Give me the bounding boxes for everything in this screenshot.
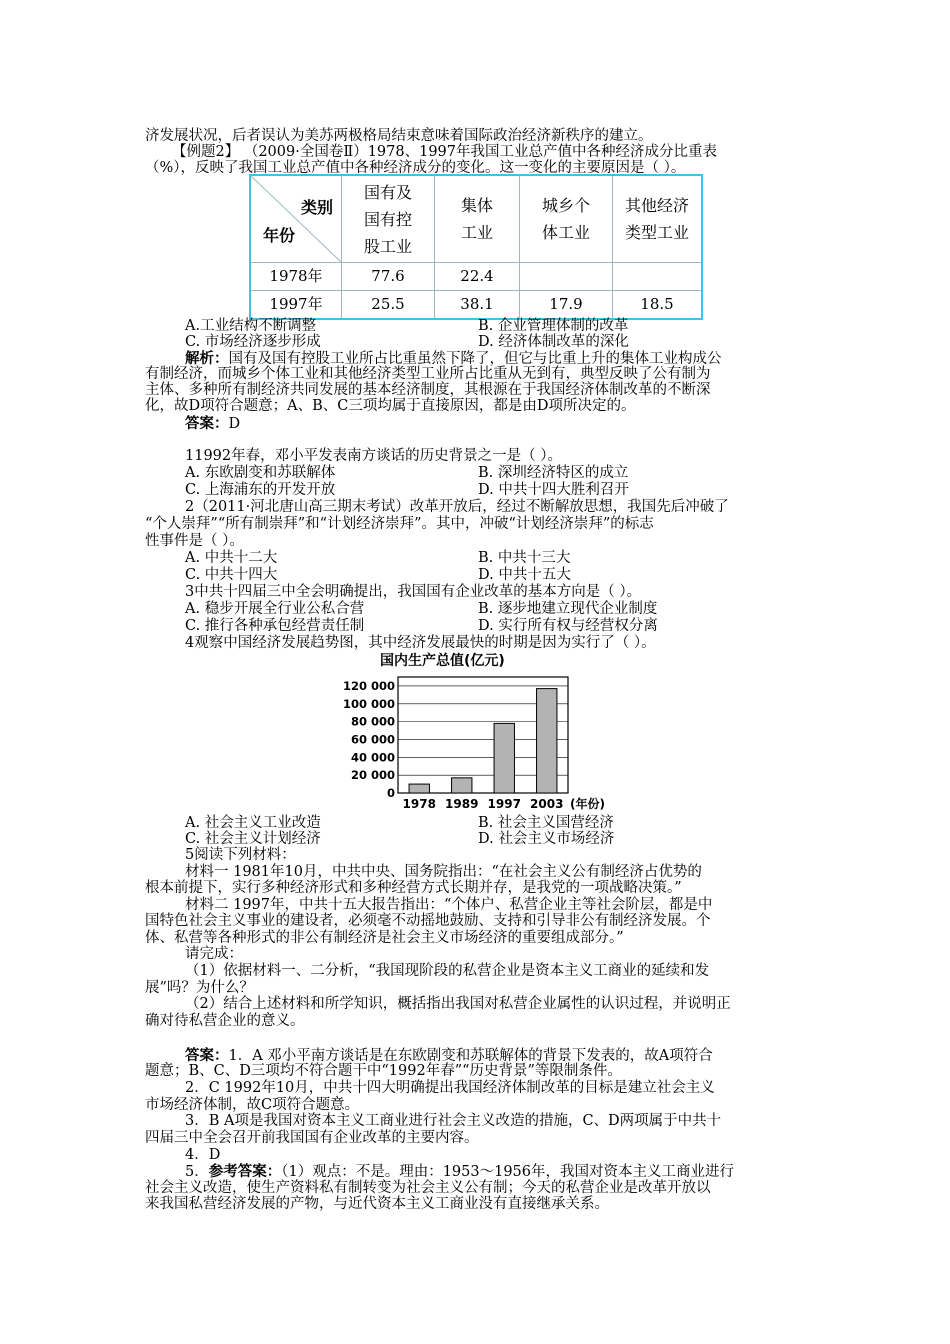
table-diagonal-header: [250, 175, 342, 263]
material-2-cont: 国特色社会主义事业的建设者，必须毫不动摇地鼓励、支持和引导非公有制经济发展。个: [145, 913, 711, 929]
analysis-label: 解析：: [185, 350, 229, 367]
x-axis-label: (年份): [570, 797, 605, 811]
gdp-bar-chart: [342, 651, 638, 817]
table-row: [250, 263, 702, 291]
table-row: [250, 291, 702, 320]
y-tick-label: 120 000: [342, 678, 395, 693]
y-tick-label: 20 000: [350, 768, 395, 783]
answer-5-cont: 社会主义改造，使生产资料私有制转变为社会主义公有制；今天的私营企业是改革开放以: [145, 1180, 711, 1196]
answer-value: D: [228, 416, 241, 432]
text-line: （%），反映了我国工业总产值中各种经济成分的变化。这一变化的主要原因是（ ）。: [145, 160, 686, 176]
answer-5-num: 5．: [185, 1164, 209, 1180]
header-line: 国有及: [363, 182, 412, 202]
answer-text: （1）观点：不是。理由：1953～1956年，我国对资本主义工商业进行: [281, 1164, 735, 1180]
option-b: B. 中共十三大: [478, 550, 571, 566]
table-cell-year: 1978年: [250, 263, 342, 291]
economy-share-table: [249, 174, 703, 320]
table-header: [435, 175, 520, 263]
example-2-title: 【例题2】 （2009·全国卷Ⅱ）1978、1997年我国工业总产值中各种经济成分比重表: [172, 144, 718, 160]
option-d: D. 实行所有权与经营权分离: [478, 618, 658, 634]
question-4: 4观察中国经济发展趋势图，其中经济发展最快的时期是因为实行了（ ）。: [185, 635, 656, 651]
analysis-line: 有制经济，而城乡个体工业和其他经济类型工业所占比重从无到有，典型反映了公有制为: [145, 366, 711, 382]
answer-3-cont: 四届三中全会召开前我国国有企业改革的主要内容。: [145, 1130, 479, 1146]
option-c: C. 社会主义计划经济: [185, 831, 321, 847]
answer-line: [185, 415, 240, 433]
y-tick-label: 100 000: [342, 696, 395, 711]
option-c: C. 市场经济逐步形成: [185, 334, 321, 350]
material-2: 材料二 1997年，中共十五大报告指出：“个体户、私营企业主等社会阶层，都是中: [185, 897, 713, 913]
question-2-cont: “个人崇拜”“所有制崇拜”和“计划经济崇拜”。其中，冲破“计划经济崇拜”的标志: [145, 516, 654, 532]
bar: [494, 723, 514, 793]
option-a: A. 稳步开展全行业公私合营: [185, 601, 365, 617]
sub-question-2-cont: 确对待私营企业的意义。: [145, 1013, 305, 1029]
answer-2-cont: 市场经济体制，故C项符合题意。: [145, 1097, 360, 1113]
answer-5: [185, 1163, 734, 1181]
option-a: A. 东欧剧变和苏联解体: [185, 465, 336, 481]
text-line: 济发展状况，后者误认为美苏两极格局结束意味着国际政治经济新秩序的建立。: [145, 128, 653, 144]
header-line: 其他经济: [624, 196, 689, 215]
header-line: 体工业: [541, 223, 590, 242]
option-d: D. 中共十四大胜利召开: [478, 482, 629, 498]
material-1: 材料一 1981年10月，中共中央、国务院指出：“在社会主义公有制经济占优势的: [185, 864, 702, 880]
y-tick-label: 40 000: [350, 750, 395, 765]
question-3: 3中共十四届三中全会明确提出，我国国有企业改革的基本方向是（ ）。: [185, 584, 642, 600]
ref-answer-label: 参考答案：: [208, 1163, 282, 1180]
answer-2: 2．C 1992年10月，中共十四大明确提出我国经济体制改革的目标是建立社会主义: [185, 1080, 715, 1096]
table-cell: 18.5: [613, 291, 703, 320]
answer-3: 3．B A项是我国对资本主义工商业进行社会主义改造的措施，C、D两项属于中共十: [185, 1113, 722, 1129]
header-line: 集体: [460, 196, 493, 215]
option-a: A. 中共十二大: [185, 550, 278, 566]
instruction: 请完成：: [185, 946, 243, 962]
sub-question-1-cont: 展”吗？为什么？: [145, 980, 254, 996]
analysis-text: 国有及国有控股工业所占比重虽然下降了，但它与比重上升的集体工业构成公: [228, 351, 722, 367]
option-b: B. 逐步地建立现代企业制度: [478, 601, 658, 617]
analysis-line: 主体、多种所有制经济共同发展的基本经济制度，其根源在于我国经济体制改革的不断深: [145, 382, 711, 398]
table-cell: [613, 263, 703, 291]
answer-5-cont: 来我国私营经济发展的产物，与近代资本主义工商业没有直接继承关系。: [145, 1196, 609, 1212]
header-line: 国有控: [363, 209, 412, 229]
table-header: [342, 175, 435, 263]
option-b: B. 深圳经济特区的成立: [478, 465, 629, 481]
option-d: D. 中共十五大: [478, 567, 571, 583]
option-a: A.工业结构不断调整: [185, 318, 317, 334]
answers-label: 答案：: [185, 1047, 229, 1064]
y-tick-label: 60 000: [350, 732, 395, 747]
material-1-cont: 根本前提下，实行多种经济形式和多种经营方式长期并存，是我党的一项战略决策。”: [145, 880, 682, 896]
question-2: 2（2011·河北唐山高三期末考试）改革开放后，经过不断解放思想，我国先后冲破了: [185, 499, 729, 515]
option-b: B. 企业管理体制的改革: [478, 318, 629, 334]
x-tick-label: 1997: [487, 797, 521, 811]
answer-1-cont: 题意；B、C、D三项均不符合题干中“1992年春”“历史背景”等限制条件。: [145, 1063, 622, 1079]
x-tick-label: 1978: [402, 797, 436, 811]
option-b: B. 社会主义国营经济: [478, 815, 614, 831]
table-cell: [520, 263, 613, 291]
option-c: C. 上海浦东的开发开放: [185, 482, 336, 498]
table-cell: 77.6: [342, 263, 435, 291]
table-header: [520, 175, 613, 263]
option-c: C. 中共十四大: [185, 567, 278, 583]
answer-label: 答案：: [185, 415, 229, 432]
table-cell: 17.9: [520, 291, 613, 320]
option-d: D. 社会主义市场经济: [478, 831, 615, 847]
y-tick-label: 80 000: [350, 714, 395, 729]
table-cell: 25.5: [342, 291, 435, 320]
question-1: 11992年春，邓小平发表南方谈话的历史背景之一是（ ）。: [185, 448, 562, 464]
table-cell: 38.1: [435, 291, 520, 320]
bar: [537, 689, 557, 793]
material-2-cont: 体、私营等各种形式的非公有制经济是社会主义市场经济的重要组成部分。”: [145, 930, 624, 946]
question-5: 5阅读下列材料：: [185, 847, 296, 863]
answer-4: 4．D: [185, 1147, 221, 1163]
sub-question-2: （2）结合上述材料和所学知识，概括指出我国对私营企业属性的认识过程，并说明正: [185, 996, 731, 1012]
bar: [452, 778, 472, 793]
question-2-cont: 性事件是（ ）。: [145, 533, 244, 549]
option-a: A. 社会主义工业改造: [185, 815, 321, 831]
header-line: 股工业: [363, 236, 412, 256]
header-line: 类型工业: [624, 223, 689, 242]
table-cell-year: 1997年: [250, 291, 342, 320]
bar: [409, 784, 429, 793]
analysis-line: 化，故D项符合题意；A、B、C三项均属于直接原因，都是由D项所决定的。: [145, 398, 636, 414]
header-line: 工业: [460, 223, 493, 242]
table-header: [613, 175, 703, 263]
sub-question-1: （1）依据材料一、二分析，“我国现阶段的私营企业是资本主义工商业的延续和发: [185, 963, 710, 979]
y-tick-label: 0: [386, 786, 395, 800]
x-tick-label: 1989: [445, 797, 479, 811]
option-d: D. 经济体制改革的深化: [478, 334, 629, 350]
chart-title: 国内生产总值(亿元): [380, 653, 505, 669]
option-c: C. 推行各种承包经营责任制: [185, 618, 365, 634]
x-tick-label: 2003: [530, 797, 564, 811]
answer-text: 1．A 邓小平南方谈话是在东欧剧变和苏联解体的背景下发表的，故A项符合: [228, 1048, 713, 1064]
table-cell: 22.4: [435, 263, 520, 291]
header-line: 城乡个: [541, 196, 590, 215]
diag-top-label: 类别: [300, 198, 333, 217]
diag-bottom-label: 年份: [263, 226, 296, 245]
